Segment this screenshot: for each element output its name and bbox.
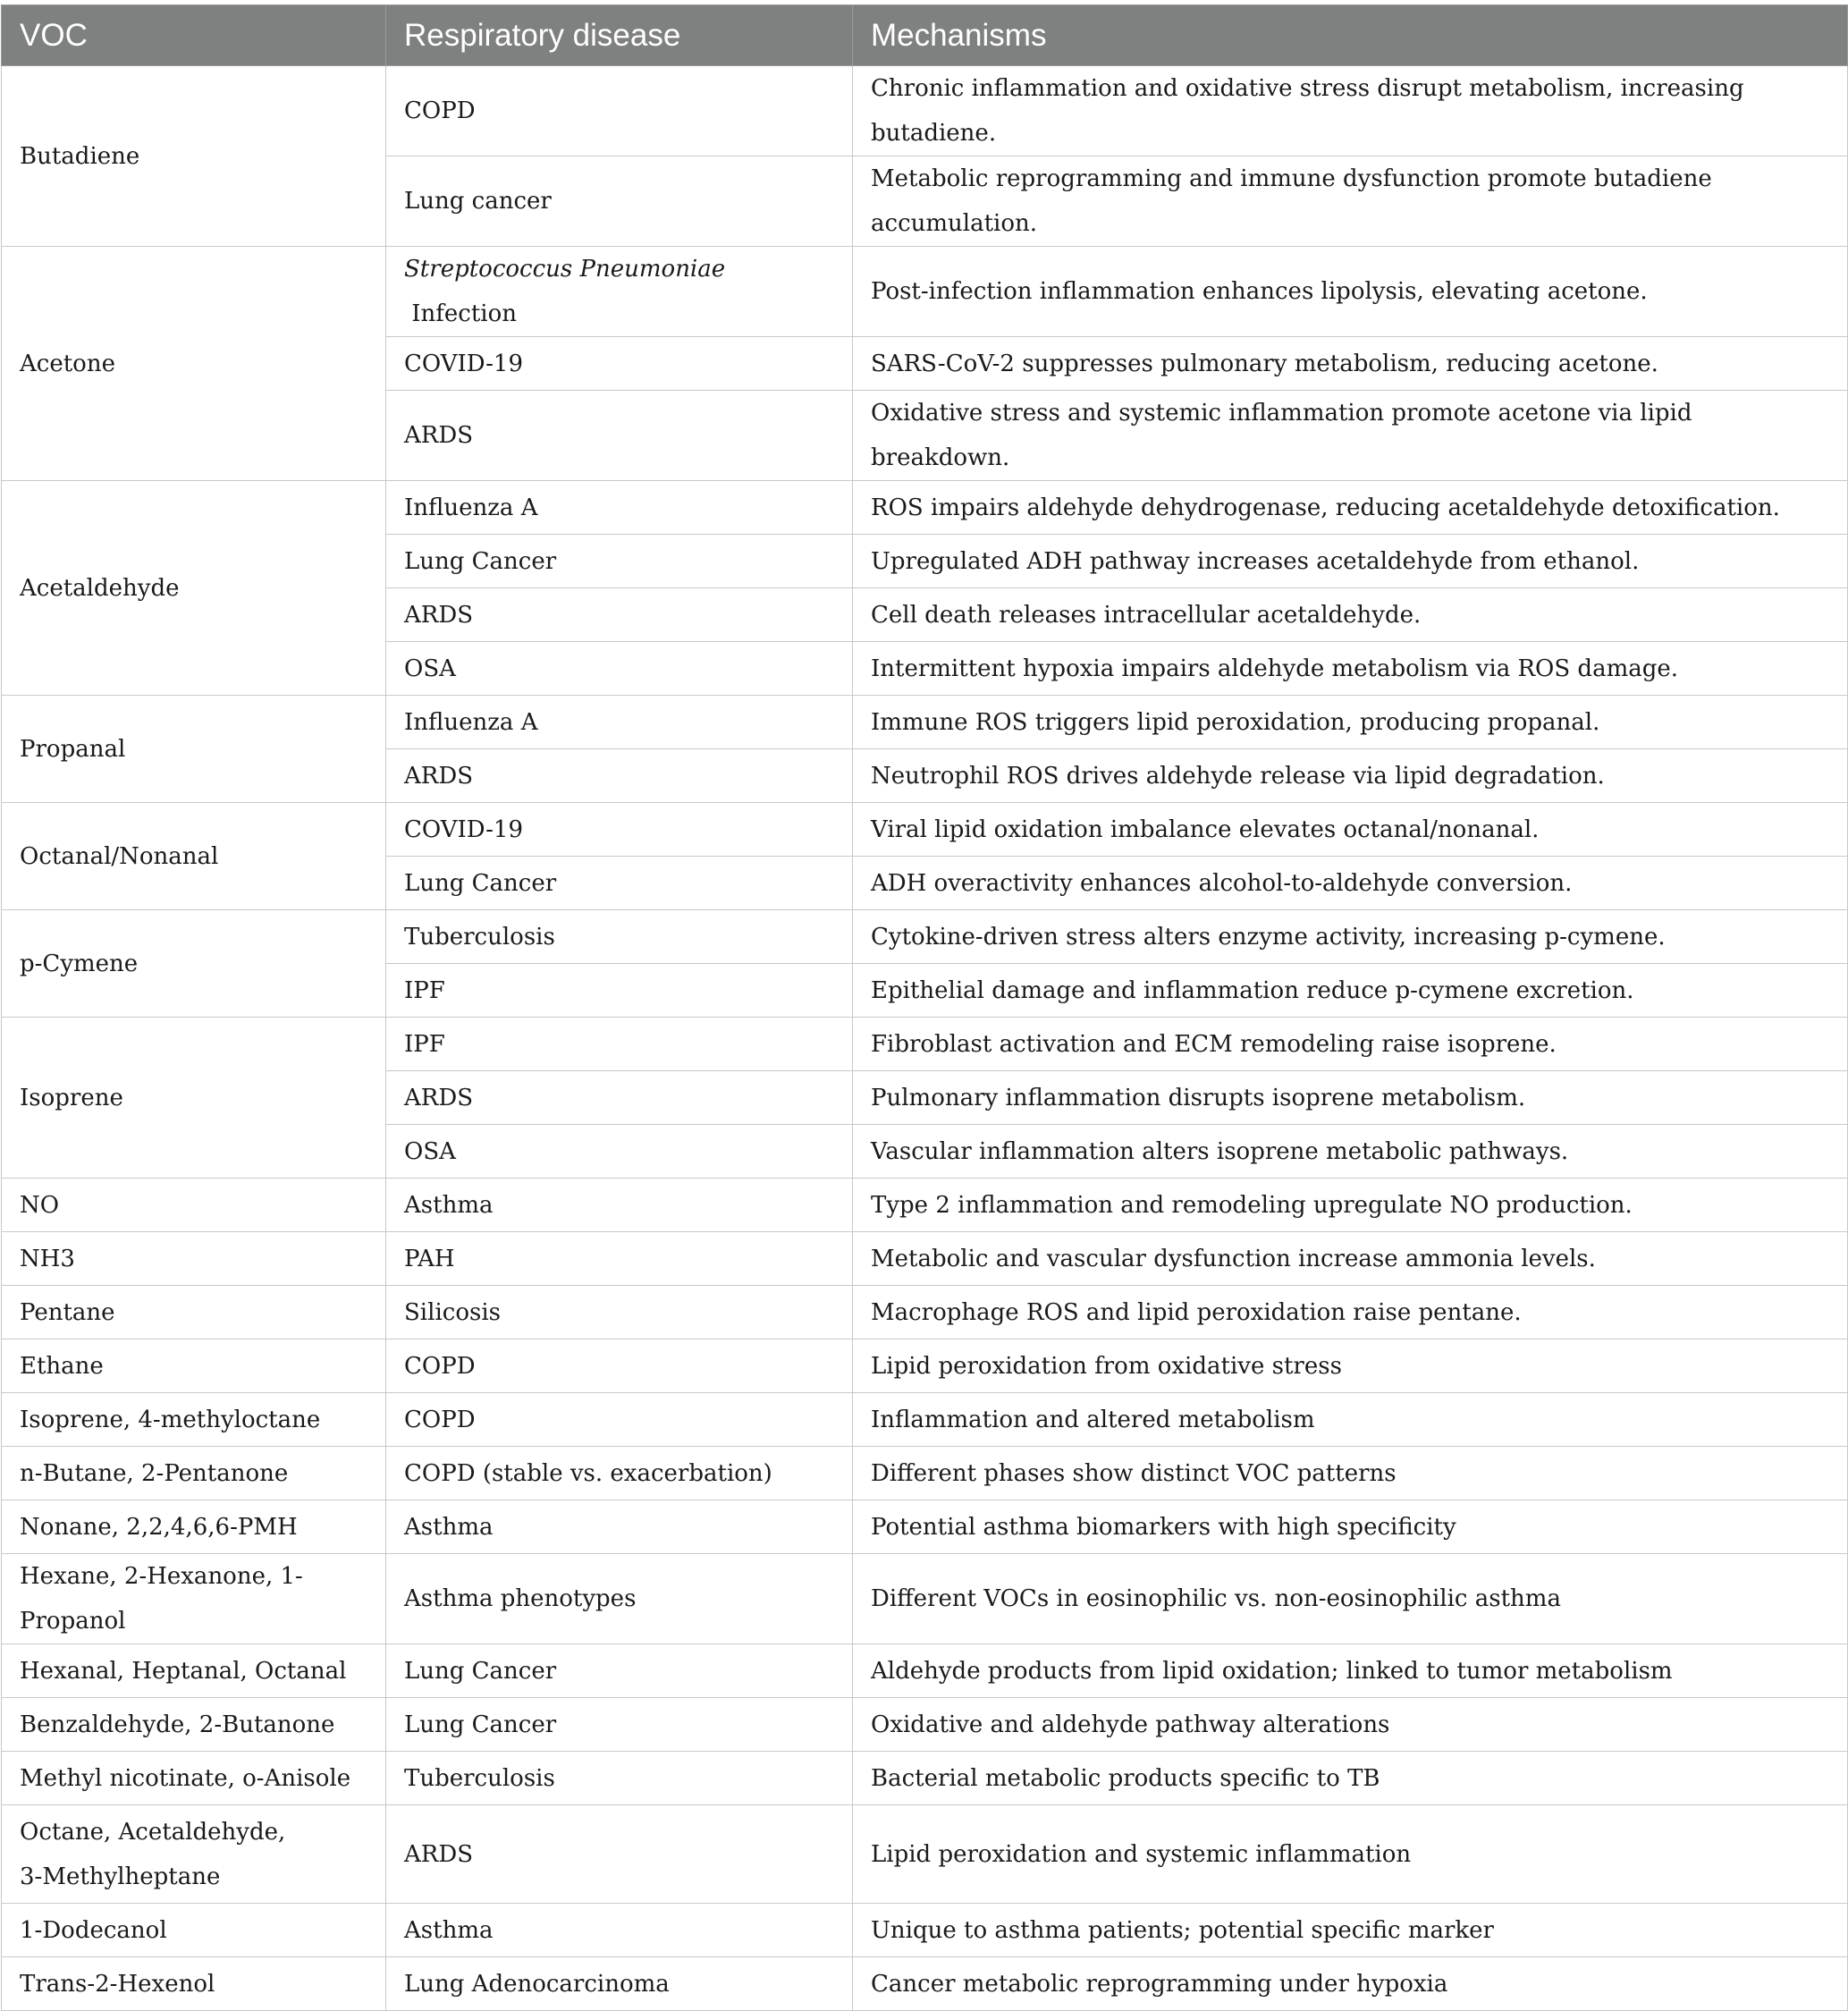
disease-text: Lung Cancer: [404, 1711, 557, 1738]
voc-name: Ethane: [20, 1352, 104, 1380]
table-row: [2, 1018, 1848, 1071]
voc-name: Octanal/Nonanal: [20, 842, 219, 870]
table-row: [2, 1179, 1848, 1232]
mechanism-cell: Metabolic and vascular dysfunction increase ammonia levels.: [853, 1232, 1848, 1286]
disease-text: ARDS: [404, 762, 474, 790]
mechanism-cell: Macrophage ROS and lipid peroxidation raise pentane.: [853, 1286, 1848, 1339]
table-row: [2, 803, 1848, 857]
mechanism-cell: Viral lipid oxidation imbalance elevates octanal/nonanal.: [853, 803, 1848, 857]
voc-cell: [2, 1752, 386, 1805]
voc-name: Acetaldehyde: [20, 574, 180, 602]
voc-name: Nonane, 2,2,4,6,6-PMH: [20, 1513, 298, 1541]
mechanism-cell: Oxidative and aldehyde pathway alterations: [853, 1698, 1848, 1752]
disease-cell: [386, 696, 853, 749]
mechanism-cell: Different VOCs in eosinophilic vs. non-eosinophilic asthma: [853, 1554, 1848, 1644]
disease-text: IPF: [404, 976, 445, 1004]
voc-cell: [2, 1286, 386, 1339]
mechanism-cell: Cytokine-driven stress alters enzyme activity, increasing p-cymene.: [853, 910, 1848, 964]
disease-cell: [386, 156, 853, 247]
voc-cell: [2, 247, 386, 481]
table-row: [2, 1805, 1848, 1904]
voc-cell: [2, 1904, 386, 1957]
table-row: [2, 1554, 1848, 1644]
disease-cell: [386, 642, 853, 696]
disease-text: Lung cancer: [404, 188, 552, 215]
disease-cell: [386, 964, 853, 1018]
table-header: [2, 5, 1848, 66]
disease-text: COPD: [404, 97, 476, 124]
mechanism-cell: Metabolic reprogramming and immune dysfunction promote butadiene accumulation.: [853, 156, 1848, 247]
mechanism-cell: Pulmonary inflammation disrupts isoprene metabolism.: [853, 1071, 1848, 1125]
voc-cell: [2, 1554, 386, 1644]
disease-cell: [386, 391, 853, 481]
disease-cell: [386, 588, 853, 642]
voc-cell: [2, 1393, 386, 1447]
disease-text: PAH: [404, 1245, 455, 1272]
voc-cell: [2, 1179, 386, 1232]
table-row: [2, 1393, 1848, 1447]
mechanism-cell: ROS impairs aldehyde dehydrogenase, reducing acetaldehyde detoxification.: [853, 481, 1848, 535]
mechanism-cell: Fibroblast activation and ECM remodeling raise isoprene.: [853, 1018, 1848, 1071]
header-respiratory-disease: Respiratory disease: [386, 5, 853, 66]
table-row: [2, 696, 1848, 749]
disease-text: Infection: [404, 300, 518, 327]
mechanism-cell: Aldehyde products from lipid oxidation; linked to tumor metabolism: [853, 1644, 1848, 1698]
voc-cell: [2, 910, 386, 1018]
disease-text: ARDS: [404, 601, 474, 629]
voc-name: NO: [20, 1191, 60, 1219]
disease-cell: [386, 1125, 853, 1179]
voc-name: Acetone: [20, 350, 115, 377]
disease-cell: [386, 1393, 853, 1447]
disease-cell: [386, 803, 853, 857]
table-row: [2, 1232, 1848, 1286]
disease-cell: [386, 910, 853, 964]
disease-text: Asthma phenotypes: [404, 1585, 637, 1612]
disease-cell: [386, 1554, 853, 1644]
table-row: [2, 1500, 1848, 1554]
disease-text: COPD (stable vs. exacerbation): [404, 1459, 772, 1487]
disease-text: Asthma: [404, 1513, 494, 1541]
table-row: [2, 1752, 1848, 1805]
table-row: [2, 1339, 1848, 1393]
disease-cell: [386, 535, 853, 588]
disease-text: Tuberculosis: [404, 923, 555, 951]
mechanism-cell: Neutrophil ROS drives aldehyde release via lipid degradation.: [853, 749, 1848, 803]
voc-cell: [2, 1232, 386, 1286]
voc-name: Hexanal, Heptanal, Octanal: [20, 1657, 347, 1685]
disease-cell: [386, 1957, 853, 2011]
disease-text: ARDS: [404, 1084, 474, 1111]
disease-text: Lung Cancer: [404, 547, 557, 575]
table-row: [2, 481, 1848, 535]
mechanism-cell: Bacterial metabolic products specific to TB: [853, 1752, 1848, 1805]
mechanism-cell: Cell death releases intracellular acetaldehyde.: [853, 588, 1848, 642]
voc-cell: [2, 1957, 386, 2011]
voc-cell: [2, 1500, 386, 1554]
voc-name: 1-Dodecanol: [20, 1916, 167, 1944]
voc-name: NH3: [20, 1245, 75, 1272]
voc-name: Benzaldehyde, 2-Butanone: [20, 1711, 335, 1738]
disease-cell: [386, 1644, 853, 1698]
voc-cell: [2, 1805, 386, 1904]
mechanism-cell: Chronic inflammation and oxidative stress disrupt metabolism, increasing butadiene.: [853, 66, 1848, 156]
disease-cell: [386, 1698, 853, 1752]
voc-name: Butadiene: [20, 142, 140, 170]
disease-cell: [386, 1447, 853, 1500]
disease-cell: [386, 1071, 853, 1125]
voc-cell: [2, 481, 386, 696]
voc-cell: [2, 1018, 386, 1179]
mechanism-cell: Potential asthma biomarkers with high specificity: [853, 1500, 1848, 1554]
voc-name: Hexane, 2-Hexanone, 1-Propanol: [20, 1563, 303, 1635]
mechanism-cell: Different phases show distinct VOC patterns: [853, 1447, 1848, 1500]
disease-text: ARDS: [404, 422, 474, 449]
voc-name: Isoprene: [20, 1084, 123, 1111]
disease-text: Asthma: [404, 1191, 494, 1219]
mechanism-cell: Immune ROS triggers lipid peroxidation, producing propanal.: [853, 696, 1848, 749]
disease-text: Lung Cancer: [404, 1657, 557, 1685]
disease-cell: [386, 66, 853, 156]
voc-cell: [2, 1644, 386, 1698]
voc-name: p-Cymene: [20, 950, 139, 977]
disease-text: COVID-19: [404, 350, 523, 377]
mechanism-cell: Vascular inflammation alters isoprene metabolic pathways.: [853, 1125, 1848, 1179]
mechanism-cell: Upregulated ADH pathway increases acetaldehyde from ethanol.: [853, 535, 1848, 588]
mechanism-cell: Oxidative stress and systemic inflammation promote acetone via lipid breakdown.: [853, 391, 1848, 481]
disease-cell: [386, 857, 853, 910]
disease-cell: [386, 1904, 853, 1957]
voc-cell: [2, 1447, 386, 1500]
table-row: [2, 247, 1848, 337]
disease-text: COPD: [404, 1352, 476, 1380]
voc-name: Propanal: [20, 735, 126, 763]
disease-text: OSA: [404, 1137, 456, 1165]
mechanism-cell: Epithelial damage and inflammation reduce p-cymene excretion.: [853, 964, 1848, 1018]
disease-cell: [386, 1232, 853, 1286]
mechanism-cell: Type 2 inflammation and remodeling upregulate NO production.: [853, 1179, 1848, 1232]
disease-cell: [386, 1286, 853, 1339]
disease-text: Influenza A: [404, 708, 538, 736]
disease-text: OSA: [404, 655, 456, 682]
table-row: [2, 1698, 1848, 1752]
voc-cell: [2, 696, 386, 803]
voc-name: Pentane: [20, 1298, 115, 1326]
mechanism-cell: Lipid peroxidation and systemic inflammation: [853, 1805, 1848, 1904]
voc-name: Methyl nicotinate, o-Anisole: [20, 1764, 351, 1792]
table-body: [2, 66, 1848, 2011]
voc-name: Trans-2-Hexenol: [20, 1970, 215, 1998]
voc-name: Octane, Acetaldehyde,: [20, 1818, 286, 1846]
mechanism-cell: Cancer metabolic reprogramming under hypoxia: [853, 1957, 1848, 2011]
voc-cell: [2, 66, 386, 247]
table-row: [2, 1904, 1848, 1957]
header-mechanisms: Mechanisms: [853, 5, 1848, 66]
mechanism-cell: Lipid peroxidation from oxidative stress: [853, 1339, 1848, 1393]
voc-name: Isoprene, 4-methyloctane: [20, 1406, 321, 1433]
disease-cell: [386, 1339, 853, 1393]
disease-cell: [386, 1179, 853, 1232]
disease-text: Influenza A: [404, 494, 538, 521]
voc-cell: [2, 1698, 386, 1752]
disease-cell: [386, 1805, 853, 1904]
disease-cell: [386, 1018, 853, 1071]
disease-text: COPD: [404, 1406, 476, 1433]
voc-name-line2: 3-Methylheptane: [20, 1863, 221, 1890]
voc-name: n-Butane, 2-Pentanone: [20, 1459, 289, 1487]
table-row: [2, 1447, 1848, 1500]
table-row: [2, 910, 1848, 964]
disease-text: COVID-19: [404, 815, 523, 843]
disease-text: ARDS: [404, 1840, 474, 1868]
disease-cell: [386, 749, 853, 803]
disease-text: Asthma: [404, 1916, 494, 1944]
disease-cell: [386, 1752, 853, 1805]
disease-cell: [386, 247, 853, 337]
disease-cell: [386, 337, 853, 391]
mechanism-cell: ADH overactivity enhances alcohol-to-aldehyde conversion.: [853, 857, 1848, 910]
mechanism-cell: SARS-CoV-2 suppresses pulmonary metabolism, reducing acetone.: [853, 337, 1848, 391]
disease-text: IPF: [404, 1030, 445, 1058]
disease-italic-text: Streptococcus Pneumoniae: [404, 256, 726, 283]
disease-cell: [386, 481, 853, 535]
disease-text: Silicosis: [404, 1298, 501, 1326]
header-voc: VOC: [2, 5, 386, 66]
table-row: [2, 1644, 1848, 1698]
disease-text: Tuberculosis: [404, 1764, 555, 1792]
disease-text: Lung Adenocarcinoma: [404, 1970, 670, 1998]
voc-cell: [2, 1339, 386, 1393]
table-row: [2, 66, 1848, 156]
mechanism-cell: Intermittent hypoxia impairs aldehyde metabolism via ROS damage.: [853, 642, 1848, 696]
header-row: [2, 5, 1848, 66]
voc-cell: [2, 803, 386, 910]
voc-table: [1, 4, 1848, 2011]
disease-cell: [386, 1500, 853, 1554]
mechanism-cell: Post-infection inflammation enhances lipolysis, elevating acetone.: [853, 247, 1848, 337]
table-row: [2, 1957, 1848, 2011]
disease-text: Lung Cancer: [404, 869, 557, 897]
table-row: [2, 1286, 1848, 1339]
mechanism-cell: Unique to asthma patients; potential specific marker: [853, 1904, 1848, 1957]
mechanism-cell: Inflammation and altered metabolism: [853, 1393, 1848, 1447]
